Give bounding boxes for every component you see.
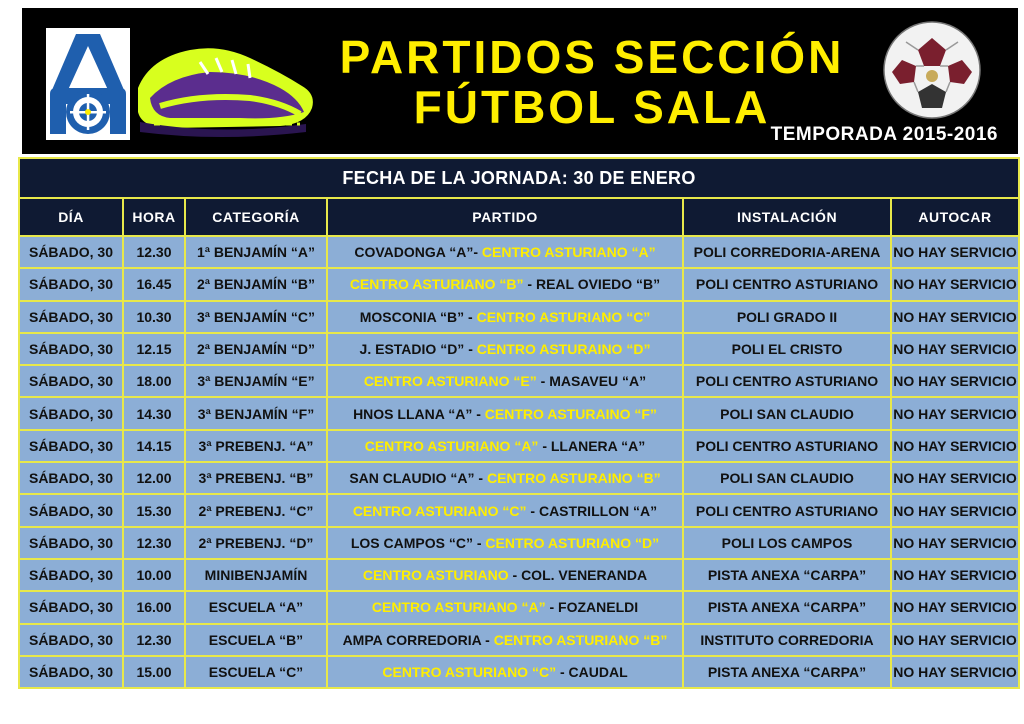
opponent-team: - REAL OVIEDO “B”	[523, 276, 661, 293]
cell-hora: 14.15	[123, 430, 185, 462]
cell-dia: SÁBADO, 30	[19, 365, 123, 397]
centro-asturiano-logo-icon	[46, 28, 130, 140]
col-header-hora: HORA	[123, 198, 185, 236]
table-row	[19, 591, 1019, 623]
cell-categoria: MINIBENJAMÍN	[185, 559, 327, 591]
opponent-team: LOS CAMPOS “C” -	[350, 534, 486, 551]
cell-autocar: NO HAY SERVICIO	[891, 397, 1019, 429]
opponent-team: HNOS LLANA “A” -	[353, 405, 485, 422]
cell-categoria: ESCUELA “C”	[185, 656, 327, 688]
opponent-team: - CASTRILLON “A”	[526, 502, 658, 519]
opponent-team: - COL. VENERANDA	[508, 567, 648, 584]
soccer-ball-icon	[882, 20, 982, 120]
home-club-team: CENTRO ASTURIANO “C”	[476, 308, 651, 325]
cell-hora: 15.00	[123, 656, 185, 688]
cell-instalacion: POLI SAN CLAUDIO	[683, 462, 891, 494]
opponent-team: AMPA CORREDORIA -	[342, 631, 494, 648]
cell-categoria: ESCUELA “A”	[185, 591, 327, 623]
cell-instalacion: PISTA ANEXA “CARPA”	[683, 656, 891, 688]
schedule-table	[18, 157, 1020, 689]
cell-dia: SÁBADO, 30	[19, 333, 123, 365]
table-row	[19, 268, 1019, 300]
cell-hora: 12.30	[123, 624, 185, 656]
cell-autocar: NO HAY SERVICIO	[891, 236, 1019, 268]
table-row	[19, 397, 1019, 429]
opponent-team: SAN CLAUDIO “A” -	[349, 470, 487, 487]
cell-categoria: 2ª BENJAMÍN “B”	[185, 268, 327, 300]
cell-hora: 12.00	[123, 462, 185, 494]
cell-hora: 10.30	[123, 301, 185, 333]
cell-partido	[327, 333, 683, 365]
cell-dia: SÁBADO, 30	[19, 301, 123, 333]
cell-partido	[327, 656, 683, 688]
column-header-row	[19, 198, 1019, 236]
table-row	[19, 624, 1019, 656]
match-date-title: FECHA DE LA JORNADA: 30 DE ENERO	[19, 158, 1019, 198]
cell-autocar: NO HAY SERVICIO	[891, 527, 1019, 559]
home-club-team: CENTRO ASTURAINO “F”	[484, 405, 657, 422]
cell-hora: 14.30	[123, 397, 185, 429]
home-club-team: CENTRO ASTURAINO “B”	[486, 470, 661, 487]
table-row	[19, 656, 1019, 688]
opponent-team: - MASAVEU “A”	[536, 373, 647, 390]
table-row	[19, 365, 1019, 397]
cell-instalacion: POLI EL CRISTO	[683, 333, 891, 365]
home-club-team: CENTRO ASTURIANO “D”	[485, 534, 660, 551]
cell-dia: SÁBADO, 30	[19, 462, 123, 494]
cell-instalacion: PISTA ANEXA “CARPA”	[683, 591, 891, 623]
cell-categoria: 3ª BENJAMÍN “C”	[185, 301, 327, 333]
cell-dia: SÁBADO, 30	[19, 559, 123, 591]
cell-hora: 18.00	[123, 365, 185, 397]
cell-dia: SÁBADO, 30	[19, 624, 123, 656]
table-row	[19, 494, 1019, 526]
home-club-team: CENTRO ASTURAINO “D”	[476, 341, 651, 358]
cell-dia: SÁBADO, 30	[19, 494, 123, 526]
cell-instalacion: POLI CENTRO ASTURIANO	[683, 268, 891, 300]
home-club-team: CENTRO ASTURIANO “B”	[349, 276, 524, 293]
cell-categoria: ESCUELA “B”	[185, 624, 327, 656]
opponent-team: COVADONGA “A”-	[354, 244, 482, 261]
opponent-team: - FOZANELDI	[545, 599, 639, 616]
cell-partido	[327, 624, 683, 656]
col-header-categoria: CATEGORÍA	[185, 198, 327, 236]
cell-dia: SÁBADO, 30	[19, 397, 123, 429]
cell-partido	[327, 397, 683, 429]
cell-partido	[327, 236, 683, 268]
cell-autocar: NO HAY SERVICIO	[891, 559, 1019, 591]
season-label: TEMPORADA 2015-2016	[770, 124, 998, 145]
cell-categoria: 1ª BENJAMÍN “A”	[185, 236, 327, 268]
cell-hora: 16.00	[123, 591, 185, 623]
opponent-team: - CAUDAL	[556, 664, 628, 680]
cell-categoria: 2ª BENJAMÍN “D”	[185, 333, 327, 365]
cell-dia: SÁBADO, 30	[19, 656, 123, 688]
home-club-team: CENTRO ASTURIANO “A”	[364, 437, 539, 454]
cell-partido	[327, 268, 683, 300]
cell-autocar: NO HAY SERVICIO	[891, 333, 1019, 365]
opponent-team: - LLANERA “A”	[538, 437, 646, 454]
cell-instalacion: POLI GRADO II	[683, 301, 891, 333]
cell-instalacion: POLI CENTRO ASTURIANO	[683, 494, 891, 526]
opponent-team: MOSCONIA “B” -	[359, 308, 477, 325]
cell-categoria: 3ª PREBENJ. “A”	[185, 430, 327, 462]
header-banner	[22, 8, 1018, 154]
table-row	[19, 236, 1019, 268]
cell-hora: 15.30	[123, 494, 185, 526]
col-header-partido: PARTIDO	[327, 198, 683, 236]
cell-partido	[327, 301, 683, 333]
title-line-1: PARTIDOS SECCIÓN	[339, 31, 845, 83]
cell-autocar: NO HAY SERVICIO	[891, 591, 1019, 623]
cell-autocar: NO HAY SERVICIO	[891, 462, 1019, 494]
opponent-team: J. ESTADIO “D” -	[359, 341, 477, 358]
home-club-team: CENTRO ASTURIANO	[362, 567, 509, 584]
cell-dia: SÁBADO, 30	[19, 430, 123, 462]
cell-hora: 10.00	[123, 559, 185, 591]
cell-instalacion: POLI CENTRO ASTURIANO	[683, 365, 891, 397]
col-header-instalacion: INSTALACIÓN	[683, 198, 891, 236]
cell-instalacion: INSTITUTO CORREDORIA	[683, 624, 891, 656]
cell-instalacion: POLI LOS CAMPOS	[683, 527, 891, 559]
col-header-autocar: AUTOCAR	[891, 198, 1019, 236]
cell-partido	[327, 591, 683, 623]
cell-autocar: NO HAY SERVICIO	[891, 365, 1019, 397]
table-row	[19, 301, 1019, 333]
cell-categoria: 3ª BENJAMÍN “E”	[185, 365, 327, 397]
cell-partido	[327, 430, 683, 462]
cell-instalacion: POLI CENTRO ASTURIANO	[683, 430, 891, 462]
cell-partido	[327, 559, 683, 591]
home-club-team: CENTRO ASTURIANO “A”	[481, 244, 656, 261]
cell-partido	[327, 462, 683, 494]
table-row	[19, 559, 1019, 591]
cell-dia: SÁBADO, 30	[19, 591, 123, 623]
cell-autocar: NO HAY SERVICIO	[891, 268, 1019, 300]
cell-autocar: NO HAY SERVICIO	[891, 301, 1019, 333]
home-club-team: CENTRO ASTURIANO “C”	[382, 664, 557, 680]
col-header-dia: DÍA	[19, 198, 123, 236]
cell-partido	[327, 527, 683, 559]
cell-instalacion: POLI CORREDORIA-ARENA	[683, 236, 891, 268]
home-club-team: CENTRO ASTURIANO “A”	[371, 599, 546, 616]
cell-autocar: NO HAY SERVICIO	[891, 430, 1019, 462]
cell-autocar: NO HAY SERVICIO	[891, 656, 1019, 688]
cell-instalacion: POLI SAN CLAUDIO	[683, 397, 891, 429]
table-row	[19, 430, 1019, 462]
cell-hora: 12.30	[123, 527, 185, 559]
table-row	[19, 333, 1019, 365]
cell-hora: 16.45	[123, 268, 185, 300]
cell-autocar: NO HAY SERVICIO	[891, 624, 1019, 656]
home-club-team: CENTRO ASTURIANO “E”	[363, 373, 537, 390]
cell-partido	[327, 494, 683, 526]
cell-categoria: 2ª PREBENJ. “D”	[185, 527, 327, 559]
cell-categoria: 2ª PREBENJ. “C”	[185, 494, 327, 526]
cell-partido	[327, 365, 683, 397]
cell-hora: 12.30	[123, 236, 185, 268]
cell-dia: SÁBADO, 30	[19, 268, 123, 300]
table-row	[19, 462, 1019, 494]
cell-autocar: NO HAY SERVICIO	[891, 494, 1019, 526]
cell-instalacion: PISTA ANEXA “CARPA”	[683, 559, 891, 591]
title-line-2: FÚTBOL SALA	[413, 81, 771, 133]
match-date-row	[19, 158, 1019, 198]
cell-dia: SÁBADO, 30	[19, 527, 123, 559]
cell-categoria: 3ª PREBENJ. “B”	[185, 462, 327, 494]
home-club-team: CENTRO ASTURIANO “B”	[493, 631, 668, 648]
cell-dia: SÁBADO, 30	[19, 236, 123, 268]
table-row	[19, 527, 1019, 559]
home-club-team: CENTRO ASTURIANO “C”	[352, 502, 527, 519]
cell-categoria: 3ª BENJAMÍN “F”	[185, 397, 327, 429]
cell-hora: 12.15	[123, 333, 185, 365]
